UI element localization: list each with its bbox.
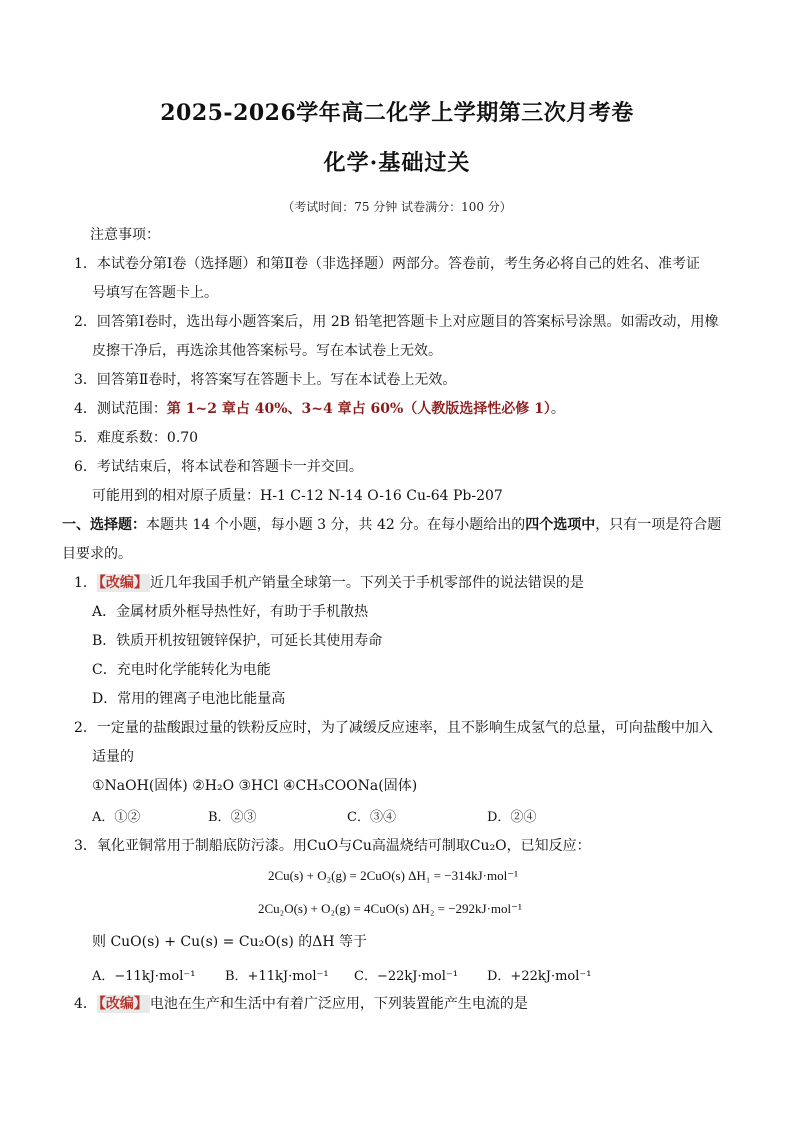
question-3-option-b: B．+11kJ·mol⁻¹: [225, 969, 329, 984]
adapted-tag: 【改编】: [98, 996, 148, 1012]
note-item-1-cont: 号填写在答题卡上。: [92, 285, 218, 301]
equation-2: 2Cu₂O(s) + O₂(g) = 4CuO(s) ΔH₂ = −292kJ·mol⁻¹: [258, 901, 522, 916]
question-1-option-d: D．常用的锂离子电池比能量高: [92, 691, 286, 707]
section-suffix: ，只有一项是符合题: [595, 517, 722, 533]
question-3-ask: 则 CuO(s) + Cu(s) = Cu₂O(s) 的ΔH 等于: [92, 934, 368, 950]
question-2-option-d: D．②④: [487, 810, 537, 825]
question-1-option-a: A．金属材质外框导热性好，有助于手机散热: [92, 604, 369, 620]
question-1-option-b: B．铁质开机按钮镀锌保护，可延长其使用寿命: [92, 633, 383, 649]
section-prefix: 一、选择题：: [62, 517, 146, 533]
page-subtitle: 化学·基础过关: [323, 150, 471, 176]
notes-heading: 注意事项：: [90, 227, 160, 243]
question-2-stem: 2．一定量的盐酸跟过量的铁粉反应时，为了减缓反应速率，且不影响生成氢气的总量，可向盐酸中加入: [74, 720, 713, 736]
question-1-stem: [74, 574, 584, 592]
question-3-stem: 3．氧化亚铜常用于制船底防污漆。用CuO与Cu高温烧结可制取Cu₂O，已知反应：: [74, 838, 591, 854]
section-heading: [62, 516, 721, 534]
equation-1: 2Cu(s) + O₂(g) = 2CuO(s) ΔH₁ = −314kJ·mol⁻¹: [268, 868, 518, 883]
question-1-option-c: C．充电时化学能转化为电能: [92, 662, 271, 678]
note-item-6: 6．考试结束后，将本试卷和答题卡一并交回。: [74, 459, 363, 475]
question-3-option-a: A．−11kJ·mol⁻¹: [92, 969, 196, 984]
question-1-number: 1．: [74, 575, 97, 591]
section-bold: 四个选项中: [525, 517, 596, 533]
question-4-number: 4．: [74, 996, 97, 1012]
question-3-option-d: D．+22kJ·mol⁻¹: [487, 969, 592, 984]
atomic-masses: 可能用到的相对原子质量：H-1 C-12 N-14 O-16 Cu-64 Pb-207: [92, 488, 503, 504]
note-item-4: [74, 400, 565, 418]
question-2-option-a: A．①②: [92, 810, 141, 825]
section-body: 本题共 14 个小题，每小题 3 分，共 42 分。在每小题给出的: [146, 517, 526, 533]
section-heading-cont: 目要求的。: [62, 546, 132, 562]
question-4-stem: [74, 995, 528, 1013]
note-item-5: 5．难度系数：0.70: [74, 430, 199, 446]
question-3-option-c: C．−22kJ·mol⁻¹: [354, 969, 458, 984]
page-title: 2025-2026学年高二化学上学期第三次月考卷: [160, 100, 634, 126]
question-2-option-b: B．②③: [208, 810, 257, 825]
note-item-4-suffix: 。: [550, 401, 565, 417]
question-2-option-c: C．③④: [347, 810, 396, 825]
exam-info: （考试时间：75 分钟 试卷满分：100 分）: [282, 200, 512, 214]
note-item-1: 1．本试卷分第Ⅰ卷（选择题）和第Ⅱ卷（非选择题）两部分。答卷前，考生务必将自己的姓名、准考证: [74, 256, 700, 272]
question-2-stem-cont: 适量的: [92, 749, 134, 765]
note-item-2: 2．回答第Ⅰ卷时，选出每小题答案后，用 2B 铅笔把答题卡上对应题目的答案标号涂黑。如需改动，用橡: [74, 314, 719, 330]
question-1-text: 近几年我国手机产销量全球第一。下列关于手机零部件的说法错误的是: [149, 575, 584, 591]
note-item-2-cont: 皮擦干净后，再选涂其他答案标号。写在本试卷上无效。: [92, 343, 442, 359]
adapted-tag: 【改编】: [98, 575, 148, 591]
question-2-choices: ①NaOH(固体) ②H₂O ③HCl ④CH₃COONa(固体): [92, 778, 418, 794]
note-item-4-prefix: 4．测试范围：: [74, 401, 167, 417]
question-4-text: 电池在生产和生活中有着广泛应用，下列装置能产生电流的是: [149, 996, 528, 1012]
test-range: 第 1~2 章占 40%、3~4 章占 60%（人教版选择性必修 1）: [166, 401, 551, 417]
note-item-3: 3．回答第Ⅱ卷时，将答案写在答题卡上。写在本试卷上无效。: [74, 372, 457, 388]
